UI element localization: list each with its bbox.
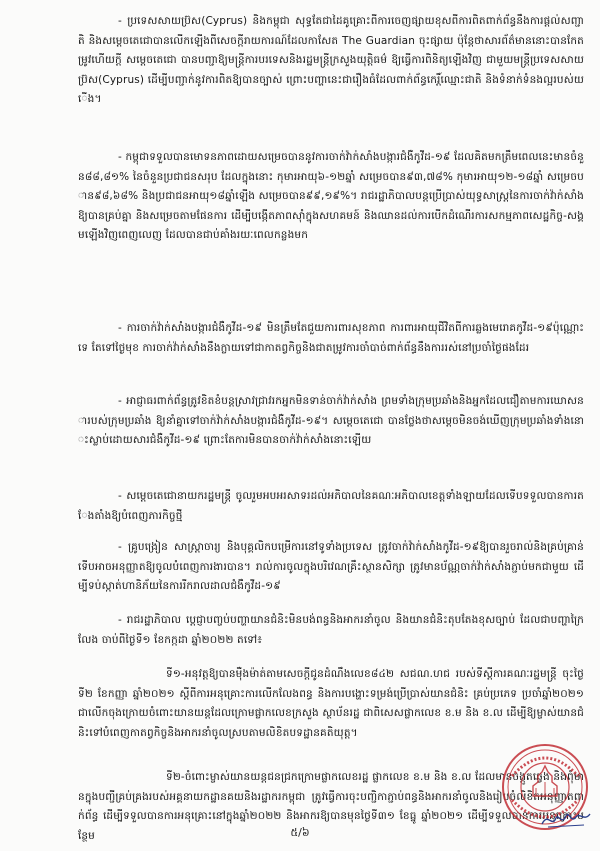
page-number: ៥/៦: [290, 826, 310, 839]
paragraph-vehicles: - រាជរដ្ឋាភិបាល ប្តេជ្ញាបញ្ចប់បញ្ហាយានជំនិះមិនបង់ពន្ធនិងអាករនាំចូល និងយានជំនិះតុបតែងខុសច្បាប់ ដែលជាបញ្ហាក្រៃលែង ចាប់ពីថ្ងៃទី១ ខែកក្កដា ឆ្នាំ២០២២ តទៅ៖: [78, 614, 584, 646]
paragraph-opposition-vaccination: - អាជ្ញាធរពាក់ព័ន្ធត្រូវខិតខំបន្តស្រាវជ្រាវរកអ្នកមិនទាន់ចាក់វ៉ាក់សាំង ព្រមទាំងក្រុមប្រឆាំងនិងអ្នកដែលជឿតាមការឃោសនារបស់ក្រុមប្រឆាំង ឱ្យនាំគ្នាទៅចាក់វ៉ាក់សាំងបង្ការជំងឺកូវីដ-១៩។ សម្តេចតេជោ បានថ្លែងថាសម្តេចមិនចង់ឃើញក្រុមប្រឆាំងទាំងនោះស្លាប់ដោយសារជំងឺកូវីដ-១៩ ព្រោះតែការមិនបានចាក់វ៉ាក់សាំងនោះឡើយ: [78, 395, 584, 447]
paragraph-teachers: - គ្រូបង្រៀន សាស្ត្រាចារ្យ និងបុគ្គលិកបម្រើការនៅទូទាំងប្រទេស ត្រូវចាក់វ៉ាក់សាំងកូវីដ-១៩ឱ្យបានរួចរាល់និងគ្រប់គ្រាន់ ទើបអាចអនុញ្ញាតឱ្យចូលបំពេញការងារបាន។ រាល់ការចូលក្នុងបរិវេណគ្រឹះស្ថានសិក្សា ត្រូវមានប័ណ្ណចាក់វ៉ាក់សាំងភ្ជាប់មកជាមួយ ដើម្បីទប់ស្កាត់ហានិភ័យនៃការរីករាលដាលជំងឺកូវីដ-១៩: [78, 541, 584, 593]
handwritten-signature-icon: [540, 808, 592, 830]
paragraph-cyprus: - ប្រទេសសាយប្រ៊ស(Cyprus) និងកម្ពុជា សុទ្ធតែជាដៃគូគ្រោះពីការចេញផ្សាយខុសពីការពិតពាក់ព័ន្ធនឹងការផ្តល់សញ្ជាតិ និងសម្តេចតេជោបានលើកឡើងពីសេចក្តីរាយការណ៍ដែលកាសែត The Guardian ចុះផ្សាយ ប៉ុន្តែថាសារព័ត៌មាននោះបានកែតម្រូវហើយក្តី សម្តេចតេជោ បានបញ្ជាឱ្យមន្ត្រីការបរទេសនិងរដ្ឋមន្ត្រីក្រសួងយុត្តិធម៌ ឱ្យធ្វើការពិនិត្យឡើងវិញ ជាមួយមន្ត្រីប្រទេសសាយប្រ៊ស(Cyprus) ដើម្បីបញ្ជាក់នូវការពិតឱ្យបានច្បាស់ ព្រោះបញ្ហានេះជារឿងធំដែលពាក់ព័ន្ធកេរ្តិ៍ឈ្មោះជាតិ និងទំនាក់ទំនងល្អរបស់យើង។: [78, 15, 584, 106]
paragraph-point-two: ទី២-ចំពោះម្ចាស់យានយន្តជនជ្រកក្រោមផ្លាកលេខរដ្ឋ ផ្លាកលេខ ខ.ម និង ខ.ល ដែលមានចង្កូតឆ្វេង និងពុំមានក្នុងបញ្ជីគ្រប់គ្រងរបស់អគ្គនាយកដ្ឋានគយនិងរដ្ឋាករកម្ពុជា ត្រូវធ្វើការចុះបញ្ជិកាភ្ជាប់ពន្ធនិងអាករនាំចូលនិងរៀបចំលិខិតអនុញ្ញាតពាក់ព័ន្ធ ដើម្បីទទួលបានការអនុគ្រោះនៅក្នុងឆ្នាំ២០២២ និងអាករឱ្យបានមុនថ្ងៃទី៣១ ខែធ្នូ ឆ្នាំ២០២១ ដើម្បីទទួលបានការអនុគ្រោះបន្ថែម: [78, 771, 584, 842]
paragraph-governors: - សម្តេចតេជោនាយករដ្ឋមន្ត្រី ចូលរួមអបអរសាទរដល់អភិបាលនៃគណៈអភិបាលខេត្តទាំងឡាយដែលទើបទទួលបានការតែងតាំងឱ្យបំពេញភារកិច្ចថ្មី: [78, 490, 584, 522]
paragraph-vaccination-rate: - កម្ពុជាទទួលបានមោទនភាពដោយសម្រេចបាននូវការចាក់វ៉ាក់សាំងបង្ការជំងឺកូវីដ-១៩ ដែលគិតមកត្រឹមពេលនេះមានចំនួន៨៨,៨១% នៃចំនួនប្រជាជនសរុប ដែលក្នុងនោះ កុមារអាយុ៦-១២ឆ្នាំ សម្រេចបាន៩៣,៧៨% កុមារអាយុ១២-១៨ឆ្នាំ សម្រេចបាន៩៨,៦៨% និងប្រជាជនអាយុ១៨ឆ្នាំឡើង សម្រេចបាន៩៩,១៩%។ រាជរដ្ឋាភិបាលបន្តប្រើប្រាស់យុទ្ធសាស្ត្រនៃការចាក់វ៉ាក់សាំងឱ្យបានគ្រប់គ្នា និងសម្រេចតាមផែនការ ដើម្បីបង្កើតភាពស៊ាំក្នុងសហគមន៍ និងឈានដល់ការបើកដំណើរការសកម្មភាពសេដ្ឋកិច្ច-សង្គមឡើងវិញពេញលេញ ដែលបានជាប់គាំងរយៈពេលកន្លងមក: [78, 151, 584, 242]
paragraph-vaccine-obligation: - ការចាក់វ៉ាក់សាំងបង្ការជំងឺកូវីដ-១៩ មិនត្រឹមតែជួយការពារសុខភាព ការពារអាយុជីវិតពីការឆ្លងមេរោគកូវីដ-១៩ប៉ុណ្ណោះទេ តែទៅថ្ងៃមុខ ការចាក់វ៉ាក់សាំងនឹងក្លាយទៅជាកាតព្វកិច្ចនិងជាតម្រូវការចាំបាច់ពាក់ព័ន្ធនឹងការរស់នៅប្រចាំថ្ងៃផងដែរ: [78, 322, 584, 354]
paragraph-point-one: ទី១-អនុវត្តឱ្យបានម៉ឺងម៉ាត់តាមសេចក្តីជូនដំណឹងលេខ៨៤២ សជណ.ហជ របស់ទីស្តីការគណៈរដ្ឋមន្ត្រី ចុះថ្ងៃទី២ ខែកញ្ញា ឆ្នាំ២០២១ ស្តីពីការអនុគ្រោះការលើកលែងពន្ធ និងការបង្ហោះទម្រង់ប្រើប្រាស់យានជំនិះ គ្រប់ប្រភេទ ប្រចាំឆ្នាំ២០២១ ជាលើកចុងក្រោយចំពោះយានយន្តដែលក្រោមផ្លាកលេខក្រសួង ស្ថាប័នរដ្ឋ ជាពិសេសផ្លាកលេខ ខ.ម និង ខ.ល ដើម្បីឱ្យម្ចាស់យានជំនិះទៅបំពេញកាតព្វកិច្ចនិងអាករនាំចូលស្របតាមលិខិតបទដ្ឋានគតិយុត្ត។: [78, 668, 584, 739]
